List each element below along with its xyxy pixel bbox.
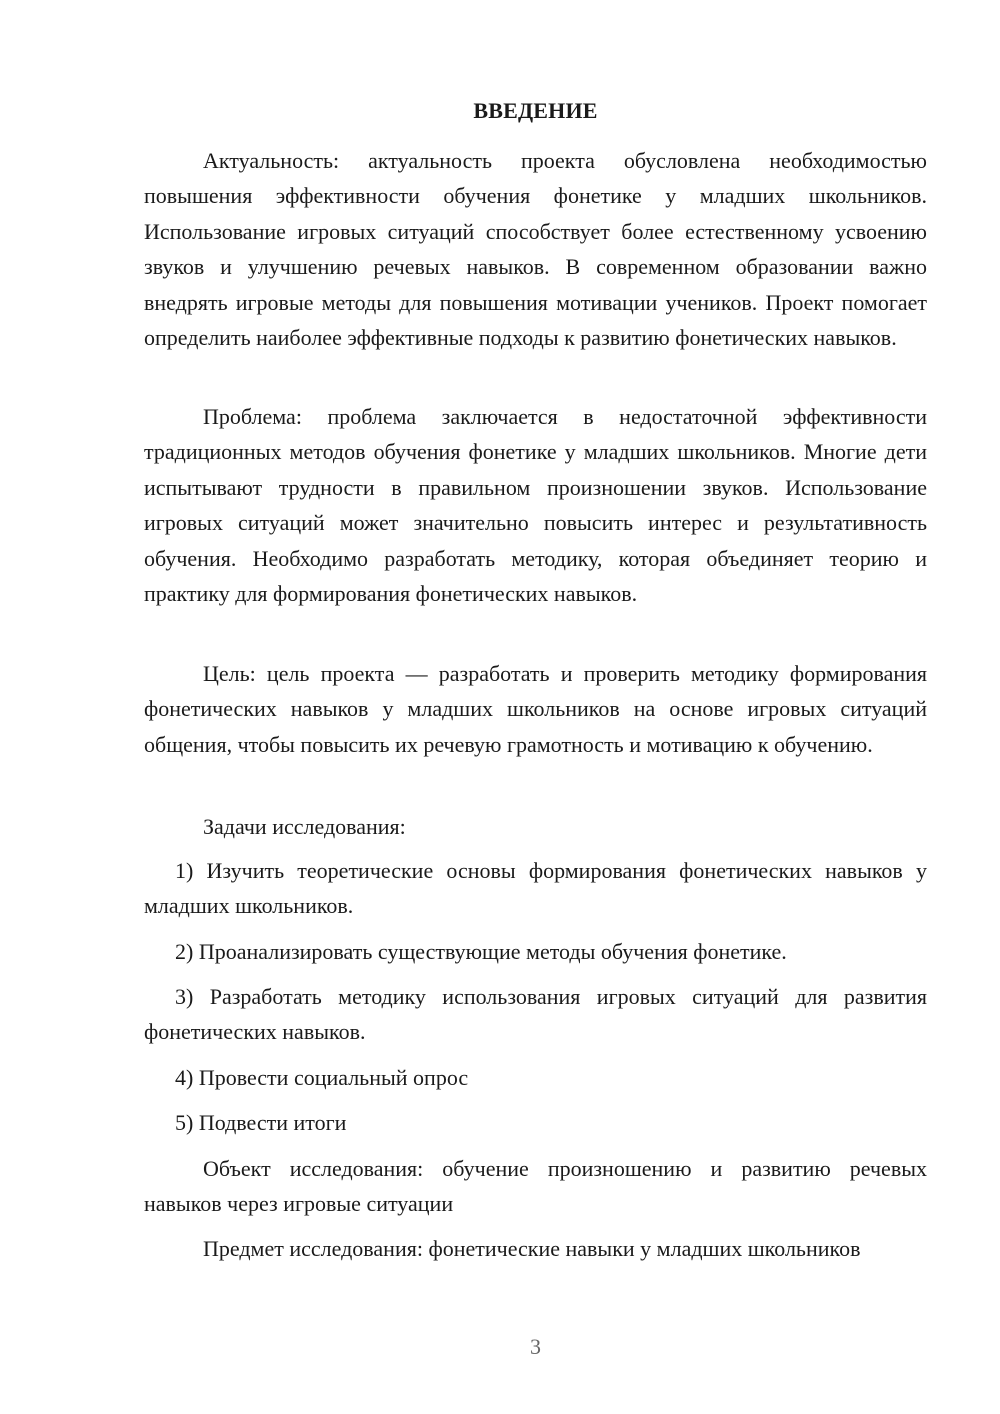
paragraph-goal: Цель: цель проекта — разработать и проверить методику формирования фонетических навыков у младших школьников на основе игровых ситуаций общения, чтобы повысить их речевую грамотность и мотивацию к обучению. <box>144 661 927 757</box>
page-title: ВВЕДЕНИЕ <box>473 98 598 123</box>
task-item-2: 2) Проанализировать существующие методы обучения фонетике. <box>175 939 787 964</box>
page-number: 3 <box>530 1334 541 1359</box>
task-item-1: 1) Изучить теоретические основы формирования фонетических навыков у младших школьников. <box>144 858 927 919</box>
paragraph-object: Объект исследования: обучение произношению и развитию речевых навыков через игровые ситуации <box>144 1156 927 1217</box>
paragraph-problem: Проблема: проблема заключается в недостаточной эффективности традиционных методов обучения фонетике у младших школьников. Многие дети испытывают трудности в правильном произношении звуков. Использование игровых ситуаций может значительно повысить интерес и результативность обучения. Необходимо разработать методику, которая объединяет теорию и практику для формирования фонетических навыков. <box>144 404 927 607</box>
task-item-3: 3) Разработать методику использования игровых ситуаций для развития фонетических навыков. <box>144 984 927 1045</box>
tasks-heading: Задачи исследования: <box>203 814 406 839</box>
paragraph-subject: Предмет исследования: фонетические навыки у младших школьников <box>203 1236 861 1261</box>
document-page <box>144 0 927 1414</box>
task-item-4: 4) Провести социальный опрос <box>175 1065 469 1090</box>
task-item-5: 5) Подвести итоги <box>175 1110 347 1135</box>
paragraph-relevance: Актуальность: актуальность проекта обусловлена необходимостью повышения эффективности обучения фонетике у младших школьников. Использование игровых ситуаций способствует более естественному усвоению звуков и улучшению речевых навыков. В современном образовании важно внедрять игровые методы для повышения мотивации учеников. Проект помогает определить наиболее эффективные подходы к развитию фонетических навыков. <box>144 148 927 351</box>
